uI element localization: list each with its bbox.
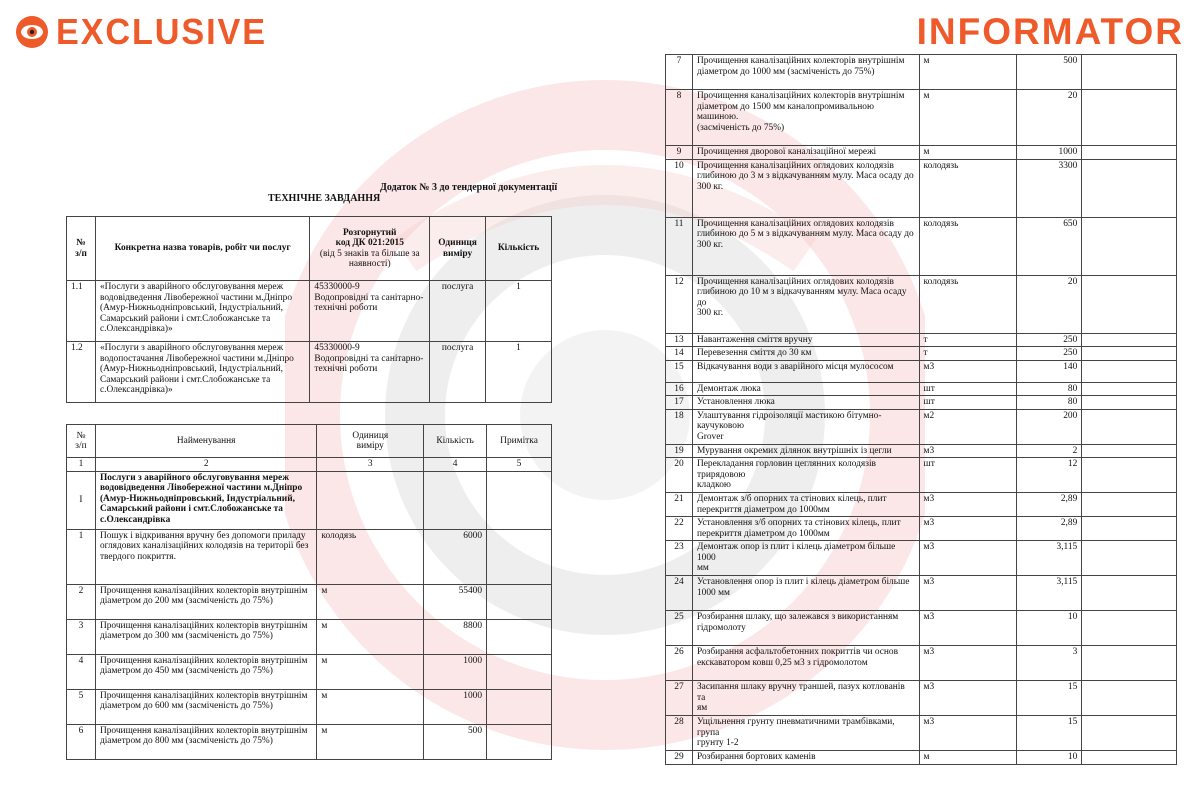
row-num: 7 xyxy=(666,55,693,90)
row-name: Прочищення каналізаційних колекторів внутрішнім діаметром до 600 мм (засміченість до 75%) xyxy=(95,689,316,724)
row-code: 45330000-9 Водопровідні та санітарно-технічні роботи xyxy=(310,281,430,342)
row-unit: т xyxy=(919,333,1017,347)
row-name: Розбирання бортових каменів xyxy=(692,751,919,765)
table-row xyxy=(666,681,1177,716)
row-qty: 1000 xyxy=(424,689,487,724)
colnum: 2 xyxy=(95,458,316,472)
document-appendix-title: Додаток № 3 до тендерної документації xyxy=(380,182,558,193)
colnum: 5 xyxy=(487,458,552,472)
row-unit: колодязь xyxy=(919,159,1017,217)
row-note xyxy=(1082,716,1177,751)
row-unit: послуга xyxy=(430,281,486,342)
row-qty: 140 xyxy=(1017,360,1082,382)
row-unit: м xyxy=(919,55,1017,90)
row-num: 25 xyxy=(666,611,693,646)
row-unit: м3 xyxy=(919,576,1017,611)
row-num: 1 xyxy=(67,529,96,584)
row-name: Прочищення каналізаційних колекторів внутрішнім діаметром до 1500 мм каналопромивальною машиною. (засміченість до 75%) xyxy=(692,90,919,146)
row-num: 8 xyxy=(666,90,693,146)
row-qty: 2,89 xyxy=(1017,517,1082,541)
row-name: Засипання шлаку вручну траншей, пазух котлованів та ям xyxy=(692,681,919,716)
works-table-right xyxy=(665,54,1177,765)
row-num: 21 xyxy=(666,493,693,517)
column-number-row xyxy=(67,458,552,472)
table-row xyxy=(666,146,1177,160)
row-name: Прочищення каналізаційних оглядових колодязів глибиною до 5 м з відкачуванням мулу. Маса осаду до 300 кг. xyxy=(692,217,919,275)
table-header-row xyxy=(67,425,552,458)
row-note xyxy=(1082,611,1177,646)
row-qty: 6000 xyxy=(424,529,487,584)
row-num: 12 xyxy=(666,275,693,333)
row-note xyxy=(1082,347,1177,361)
row-qty: 20 xyxy=(1017,275,1082,333)
row-unit: колодязь xyxy=(919,217,1017,275)
table-row xyxy=(666,360,1177,382)
row-note xyxy=(1082,541,1177,576)
table-row xyxy=(666,444,1177,458)
section-name: Послуги з аварійного обслуговування мереж водовідведення Лівобережної частини м.Дніпро (Амур-Нижньодніпровський, Індустріальний, Самарський райони і смт.Слобожанське та с.Олександрівка xyxy=(95,471,316,529)
row-num: 13 xyxy=(666,333,693,347)
table-row xyxy=(666,90,1177,146)
row-name: Прочищення каналізаційних колекторів внутрішнім діаметром до 450 мм (засміченість до 75%) xyxy=(95,654,316,689)
table-row xyxy=(666,716,1177,751)
row-note xyxy=(487,724,552,759)
table-row xyxy=(666,275,1177,333)
row-note xyxy=(1082,382,1177,396)
row-qty: 1000 xyxy=(424,654,487,689)
row-name: «Послуги з аварійного обслуговування мереж водовідведення Лівобережної частини м.Дніпро (Амур-Нижньодніпровський, Індустріальний, Самарський райони і смт.Слобожанське та с.Олександрівка)» xyxy=(95,281,309,342)
row-num: 11 xyxy=(666,217,693,275)
row-qty: 15 xyxy=(1017,716,1082,751)
table-row xyxy=(666,541,1177,576)
row-unit: м xyxy=(317,724,424,759)
row-note xyxy=(1082,681,1177,716)
row-num: 6 xyxy=(67,724,96,759)
row-note xyxy=(487,529,552,584)
brand-exclusive-text: EXCLUSIVE xyxy=(56,11,267,52)
row-name: Прочищення каналізаційних колекторів внутрішнім діаметром до 1000 мм (засміченість до 75%) xyxy=(692,55,919,90)
row-num: 19 xyxy=(666,444,693,458)
row-num: 22 xyxy=(666,517,693,541)
row-num: 24 xyxy=(666,576,693,611)
row-name: Розбирання шлаку, що залежався з використанням гідромолоту xyxy=(692,611,919,646)
row-qty: 1 xyxy=(486,281,552,342)
eye-logo-icon xyxy=(14,14,50,50)
header-code xyxy=(310,217,430,281)
row-note xyxy=(487,654,552,689)
header-name: Конкретна назва товарів, робіт чи послуг xyxy=(95,217,309,281)
row-name: Демонтаж опор із плит і кілець діаметром більше 1000 мм xyxy=(692,541,919,576)
row-unit: м xyxy=(919,90,1017,146)
row-qty: 250 xyxy=(1017,347,1082,361)
row-note xyxy=(1082,396,1177,410)
header-unit: Одиниця виміру xyxy=(317,425,424,458)
header-code-note: (від 5 знаків та більше за наявності) xyxy=(319,248,420,269)
row-unit: послуга xyxy=(430,342,486,403)
row-qty: 80 xyxy=(1017,382,1082,396)
row-qty: 1 xyxy=(486,342,552,403)
empty-cell xyxy=(487,471,552,529)
row-name: Установлення люка xyxy=(692,396,919,410)
row-note xyxy=(1082,409,1177,444)
empty-cell xyxy=(317,471,424,529)
row-num: 5 xyxy=(67,689,96,724)
row-unit: м xyxy=(919,751,1017,765)
row-name: Відкачування води з аварійного місця мулососом xyxy=(692,360,919,382)
row-note xyxy=(1082,159,1177,217)
table-row xyxy=(67,342,552,403)
row-name: Прочищення каналізаційних колекторів внутрішнім діаметром до 200 мм (засміченість до 75%) xyxy=(95,584,316,619)
table-row xyxy=(666,347,1177,361)
colnum: 4 xyxy=(424,458,487,472)
row-name: Демонтаж люка xyxy=(692,382,919,396)
row-note xyxy=(1082,444,1177,458)
row-unit: м3 xyxy=(919,646,1017,681)
row-note xyxy=(1082,90,1177,146)
row-num: 2 xyxy=(67,584,96,619)
row-num: 26 xyxy=(666,646,693,681)
row-unit: шт xyxy=(919,396,1017,410)
row-num: 16 xyxy=(666,382,693,396)
row-qty: 650 xyxy=(1017,217,1082,275)
row-name: Навантаження сміття вручну xyxy=(692,333,919,347)
row-code: 45330000-9 Водопровідні та санітарно-технічні роботи xyxy=(310,342,430,403)
row-qty: 2,89 xyxy=(1017,493,1082,517)
row-name: Улаштування гідроізоляції мастикою бітумно-каучуковою Grover xyxy=(692,409,919,444)
row-note xyxy=(487,584,552,619)
row-qty: 200 xyxy=(1017,409,1082,444)
row-note xyxy=(487,619,552,654)
header-qty: Кількість xyxy=(486,217,552,281)
table-row xyxy=(666,517,1177,541)
row-unit: м xyxy=(317,619,424,654)
row-name: Пошук і відкривання вручну без допомоги приладу оглядових каналізаційних колодязів на території без твердого покриття. xyxy=(95,529,316,584)
colnum: 1 xyxy=(67,458,96,472)
brand-informator-text: INFORMATOR xyxy=(916,11,1184,52)
row-name: Прочищення каналізаційних оглядових колодязів глибиною до 3 м з відкачуванням мулу. Маса осаду до 300 кг. xyxy=(692,159,919,217)
row-qty: 3300 xyxy=(1017,159,1082,217)
row-note xyxy=(487,689,552,724)
table-row xyxy=(666,333,1177,347)
row-unit: м3 xyxy=(919,611,1017,646)
row-qty: 500 xyxy=(1017,55,1082,90)
row-name: Установлення опор із плит і кілець діаметром більше 1000 мм xyxy=(692,576,919,611)
row-qty: 20 xyxy=(1017,90,1082,146)
row-num: 27 xyxy=(666,681,693,716)
row-num: 28 xyxy=(666,716,693,751)
table-row xyxy=(67,654,552,689)
row-qty: 3 xyxy=(1017,646,1082,681)
row-qty: 55400 xyxy=(424,584,487,619)
header-qty: Кількість xyxy=(424,425,487,458)
row-name: Ущільнення грунту пневматичними трамбівками, група грунту 1-2 xyxy=(692,716,919,751)
row-unit: шт xyxy=(919,458,1017,493)
services-table xyxy=(66,216,552,403)
row-note xyxy=(1082,146,1177,160)
header-note: Примітка xyxy=(487,425,552,458)
row-qty: 2 xyxy=(1017,444,1082,458)
row-unit: м3 xyxy=(919,541,1017,576)
row-qty: 15 xyxy=(1017,681,1082,716)
row-unit: т xyxy=(919,347,1017,361)
row-unit: м3 xyxy=(919,716,1017,751)
row-qty: 500 xyxy=(424,724,487,759)
table-row xyxy=(666,576,1177,611)
row-num: 15 xyxy=(666,360,693,382)
row-name: Прочищення каналізаційних колекторів внутрішнім діаметром до 300 мм (засміченість до 75%) xyxy=(95,619,316,654)
header-name: Найменування xyxy=(95,425,316,458)
row-qty: 12 xyxy=(1017,458,1082,493)
row-num: 23 xyxy=(666,541,693,576)
row-note xyxy=(1082,275,1177,333)
row-num: 1.2 xyxy=(67,342,96,403)
row-note xyxy=(1082,751,1177,765)
table-row xyxy=(67,619,552,654)
row-num: 3 xyxy=(67,619,96,654)
row-name: Демонтаж з/б опорних та стінових кілець, плит перекриття діаметром до 1000мм xyxy=(692,493,919,517)
row-unit: м2 xyxy=(919,409,1017,444)
section-row xyxy=(67,471,552,529)
row-unit: шт xyxy=(919,382,1017,396)
table-row xyxy=(666,458,1177,493)
row-unit: м3 xyxy=(919,517,1017,541)
row-note xyxy=(1082,217,1177,275)
row-unit: м3 xyxy=(919,493,1017,517)
row-qty: 10 xyxy=(1017,751,1082,765)
row-num: 29 xyxy=(666,751,693,765)
row-name: Установлення з/б опорних та стінових кілець, плит перекриття діаметром до 1000мм xyxy=(692,517,919,541)
table-row xyxy=(67,584,552,619)
exclusive-logo xyxy=(14,11,278,53)
row-num: 20 xyxy=(666,458,693,493)
row-num: 18 xyxy=(666,409,693,444)
row-name: Перекладання горловин цеглянних колодязів трирядовою кладкою xyxy=(692,458,919,493)
row-name: Прочищення дворової каналізаційної мережі xyxy=(692,146,919,160)
works-table-left xyxy=(66,424,552,760)
row-qty: 10 xyxy=(1017,611,1082,646)
table-row xyxy=(67,724,552,759)
row-unit: колодязь xyxy=(919,275,1017,333)
document-section-title: ТЕХНІЧНЕ ЗАВДАННЯ xyxy=(268,193,381,204)
empty-cell xyxy=(424,471,487,529)
table-row xyxy=(666,493,1177,517)
table-row xyxy=(666,217,1177,275)
row-name: Мурування окремих ділянок внутрішніх із цегли xyxy=(692,444,919,458)
table-row xyxy=(666,751,1177,765)
row-num: 4 xyxy=(67,654,96,689)
row-num: 17 xyxy=(666,396,693,410)
row-note xyxy=(1082,333,1177,347)
table-row xyxy=(666,396,1177,410)
row-name: Прочищення каналізаційних колекторів внутрішнім діаметром до 800 мм (засміченість до 75%) xyxy=(95,724,316,759)
row-name: Перевезення сміття до 30 км xyxy=(692,347,919,361)
row-unit: колодязь xyxy=(317,529,424,584)
row-note xyxy=(1082,576,1177,611)
row-note xyxy=(1082,517,1177,541)
header-num: № з/п xyxy=(67,425,96,458)
row-qty: 3,115 xyxy=(1017,576,1082,611)
row-unit: м xyxy=(317,654,424,689)
row-note xyxy=(1082,55,1177,90)
section-num: І xyxy=(67,471,96,529)
row-note xyxy=(1082,458,1177,493)
row-qty: 3,115 xyxy=(1017,541,1082,576)
row-num: 14 xyxy=(666,347,693,361)
header-num: № з/п xyxy=(67,217,96,281)
row-note xyxy=(1082,493,1177,517)
row-unit: м xyxy=(919,146,1017,160)
row-unit: м3 xyxy=(919,360,1017,382)
row-num: 10 xyxy=(666,159,693,217)
row-name: «Послуги з аварійного обслуговування мереж водопостачання Лівобережної частини м.Дніпро (Амур-Нижньодніпровський, Індустріальний, Самарський райони і смт.Слобожанське та с.Олександрівка)» xyxy=(95,342,309,403)
table-row xyxy=(67,529,552,584)
row-num: 1.1 xyxy=(67,281,96,342)
header-unit: Одиниця виміру xyxy=(430,217,486,281)
row-unit: м xyxy=(317,689,424,724)
row-name: Прочищення каналізаційних оглядових колодязів глибиною до 10 м з відкачуванням мулу. Маса осаду до 300 кг. xyxy=(692,275,919,333)
row-note xyxy=(1082,646,1177,681)
row-note xyxy=(1082,360,1177,382)
table-row xyxy=(666,159,1177,217)
row-qty: 250 xyxy=(1017,333,1082,347)
table-row xyxy=(666,55,1177,90)
row-name: Розбирання асфальтобетонних покриттів чи основ екскаватором ковш 0,25 м3 з гідромолотом xyxy=(692,646,919,681)
table-row xyxy=(666,646,1177,681)
table-header-row xyxy=(67,217,552,281)
table-row xyxy=(666,382,1177,396)
row-qty: 8800 xyxy=(424,619,487,654)
header-code-bold: Розгорнутий код ДК 021:2015 xyxy=(335,227,404,248)
row-unit: м xyxy=(317,584,424,619)
table-row xyxy=(666,409,1177,444)
row-unit: м3 xyxy=(919,444,1017,458)
table-row xyxy=(666,611,1177,646)
table-row xyxy=(67,689,552,724)
row-qty: 80 xyxy=(1017,396,1082,410)
table-row xyxy=(67,281,552,342)
row-num: 9 xyxy=(666,146,693,160)
row-unit: м3 xyxy=(919,681,1017,716)
row-qty: 1000 xyxy=(1017,146,1082,160)
colnum: 3 xyxy=(317,458,424,472)
